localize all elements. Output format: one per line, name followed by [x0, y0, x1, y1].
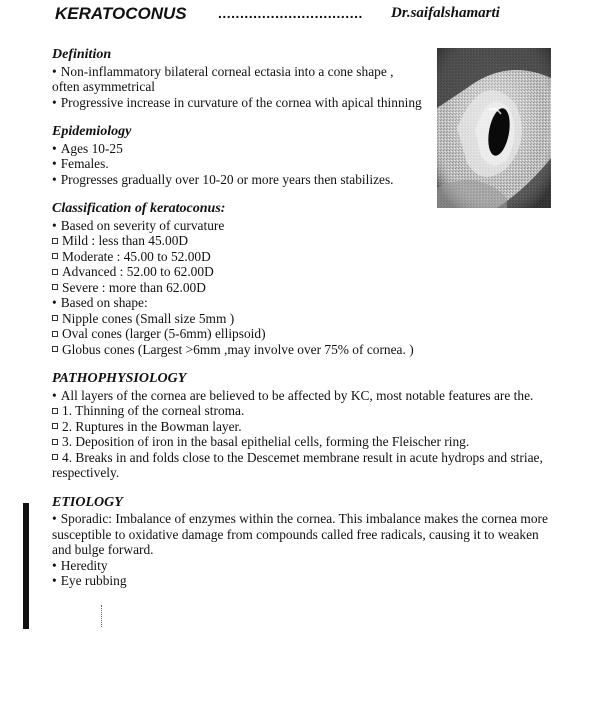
list-item: • Progressive increase in curvature of the cornea with apical thinning	[52, 94, 422, 110]
list-item: Moderate : 45.00 to 52.00D	[52, 249, 552, 265]
square-bullet-icon	[52, 408, 58, 414]
epidemiology-heading: Epidemiology	[52, 124, 132, 139]
list-item: • Based on shape:	[52, 295, 148, 310]
list-item: Advanced : 52.00 to 62.00D	[52, 264, 552, 280]
bullet-icon: •	[52, 557, 57, 573]
square-bullet-icon	[52, 269, 58, 275]
bullet-icon: •	[52, 217, 57, 233]
list-item: • Ages 10-25	[52, 140, 123, 156]
pathophysiology-heading: PATHOPHYSIOLOGY	[52, 371, 187, 386]
margin-bar	[23, 503, 29, 629]
list-item: • Non-inflammatory bilateral corneal ectasia into a cone shape , often asymmetrical	[52, 63, 394, 94]
list-item: 3. Deposition of iron in the basal epithelial cells, forming the Fleischer ring.	[52, 434, 552, 450]
list-item: Mild : less than 45.00D	[52, 233, 552, 249]
bullet-icon: •	[52, 511, 57, 526]
definition-heading: Definition	[52, 47, 112, 62]
list-item: • Based on severity of curvature	[52, 217, 225, 233]
bullet-icon: •	[52, 140, 57, 156]
square-bullet-icon	[52, 238, 58, 244]
section-epidemiology	[52, 124, 552, 187]
bullet-icon: •	[52, 156, 57, 171]
list-item: • Progresses gradually over 10-20 or more years then stabilizes.	[52, 171, 394, 187]
square-bullet-icon	[52, 454, 58, 460]
section-definition	[52, 47, 552, 110]
list-item: Oval cones (larger (5-6mm) ellipsoid)	[52, 326, 552, 342]
list-item: • Heredity	[52, 557, 108, 573]
list-item: Severe : more than 62.00D	[52, 280, 552, 296]
bullet-icon: •	[52, 63, 57, 79]
list-item: Nipple cones (Small size 5mm )	[52, 311, 552, 327]
document-header	[0, 4, 591, 26]
square-bullet-icon	[52, 253, 58, 259]
bullet-icon: •	[52, 387, 57, 403]
document-body	[52, 47, 552, 603]
list-item: • Eye rubbing	[52, 573, 127, 588]
square-bullet-icon	[52, 346, 58, 352]
square-bullet-icon	[52, 439, 58, 445]
etiology-heading: ETIOLOGY	[52, 494, 123, 510]
square-bullet-icon	[52, 423, 58, 429]
list-item: 4. Breaks in and folds close to the Descemet membrane result in acute hydrops and striae, respectively.	[52, 449, 543, 480]
bullet-icon: •	[52, 573, 57, 588]
title-dots: .................................	[218, 5, 363, 21]
square-bullet-icon	[52, 284, 58, 290]
text-cursor-artifact	[101, 605, 102, 627]
square-bullet-icon	[52, 315, 58, 321]
bullet-icon: •	[52, 94, 57, 110]
list-item: Globus cones (Largest >6mm ,may involve over 75% of cornea. )	[52, 342, 552, 358]
section-pathophysiology	[52, 371, 552, 481]
square-bullet-icon	[52, 331, 58, 337]
list-item: • Females.	[52, 156, 109, 171]
classification-heading: Classification of keratoconus:	[52, 201, 226, 216]
bullet-icon: •	[52, 295, 57, 310]
bullet-icon: •	[52, 171, 57, 187]
list-item: • Sporadic: Imbalance of enzymes within the cornea. This imbalance makes the cornea more susceptible to oxidative damage from compounds called free radicals, causing it to weaken and bulge forward.	[52, 511, 548, 557]
author-name: Dr.saifalshamarti	[391, 5, 500, 21]
list-item: 1. Thinning of the corneal stroma.	[52, 403, 552, 419]
document-title: KERATOCONUS	[55, 4, 187, 23]
section-etiology	[52, 495, 552, 589]
list-item: • All layers of the cornea are believed to be affected by KC, most notable features are the.	[52, 387, 534, 403]
section-classification	[52, 201, 552, 357]
list-item: 2. Ruptures in the Bowman layer.	[52, 419, 552, 435]
